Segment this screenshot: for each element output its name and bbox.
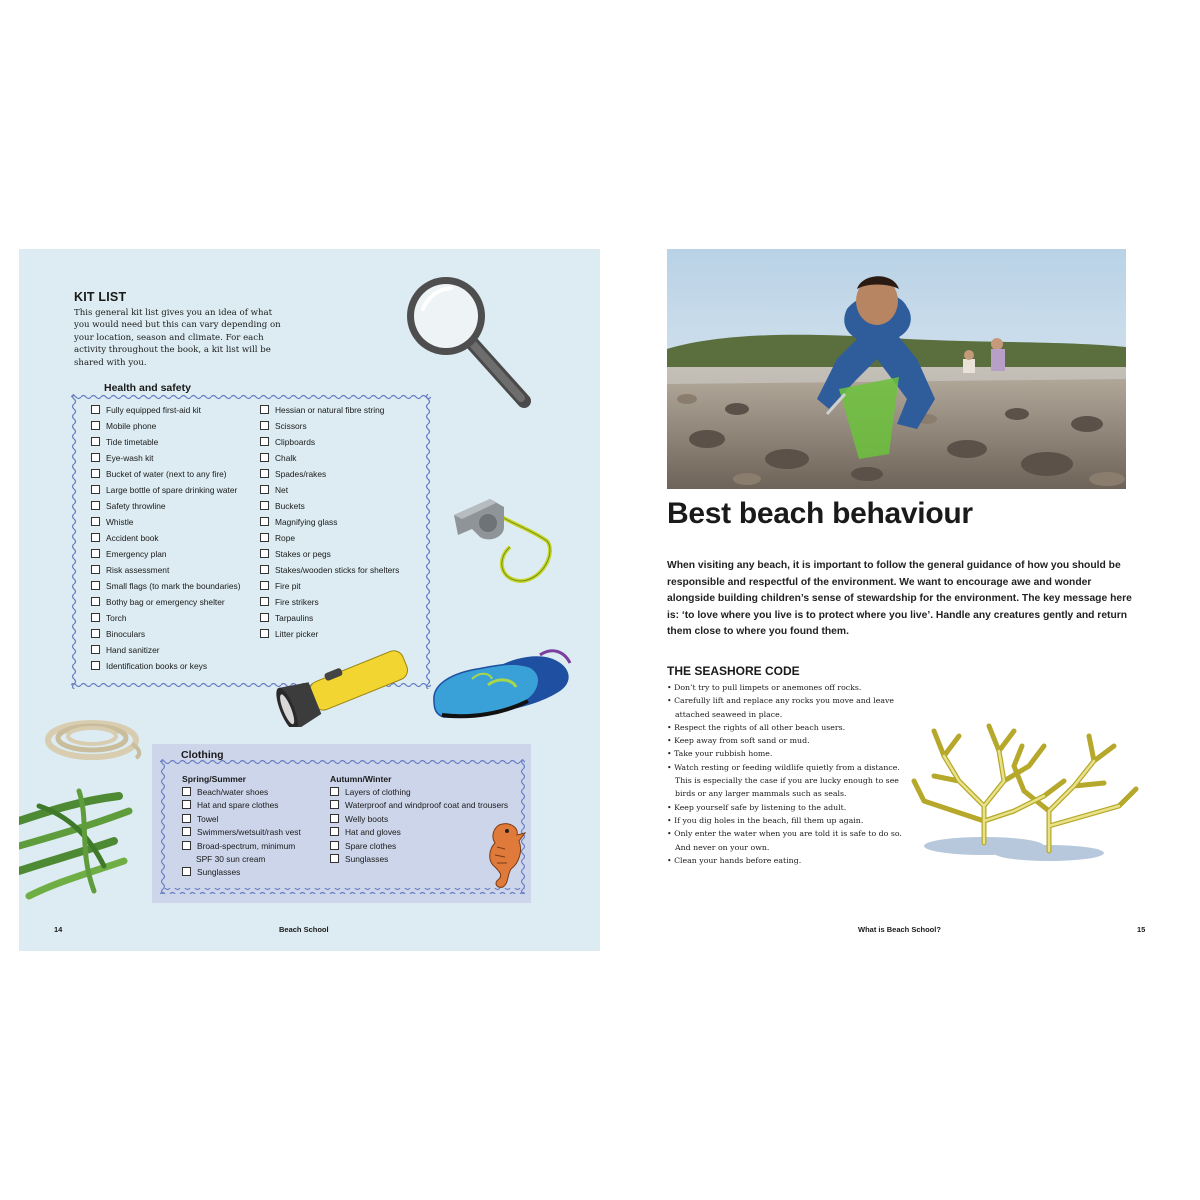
checkbox[interactable] [91,421,100,430]
spring-summer-list [182,786,301,880]
checkbox[interactable] [182,787,191,796]
beach-photo [667,249,1126,489]
checkbox[interactable] [330,814,339,823]
checklist-item[interactable]: Fire pit [260,578,399,594]
checklist-item[interactable]: Clipboards [260,434,399,450]
checkbox[interactable] [260,565,269,574]
checklist-item[interactable]: Beach/water shoes [182,786,301,799]
list-item: • Take your rubbish home. [667,749,773,759]
checkbox[interactable] [330,827,339,836]
checklist-item[interactable]: Emergency plan [91,546,241,562]
checkbox[interactable] [260,613,269,622]
page-number-right: 15 [1137,925,1146,934]
checkbox[interactable] [91,661,100,670]
checklist-item[interactable]: Litter picker [260,626,399,642]
checkbox[interactable] [330,800,339,809]
checklist-item[interactable]: Layers of clothing [330,786,508,799]
checklist-item[interactable]: Rope [260,530,399,546]
checkbox[interactable] [91,485,100,494]
checklist-item[interactable]: Sunglasses [330,853,508,866]
checklist-item[interactable]: Safety throwline [91,498,241,514]
checklist-item[interactable]: Mobile phone [91,418,241,434]
water-shoe-icon [432,641,582,731]
checklist-item[interactable]: Fully equipped first-aid kit [91,402,241,418]
seashore-code-title: THE SEASHORE CODE [667,664,800,678]
checklist-item[interactable]: Eye-wash kit [91,450,241,466]
checkbox[interactable] [182,827,191,836]
page-title: Best beach behaviour [667,497,973,530]
clothing-title: Clothing [181,749,224,761]
checkbox[interactable] [91,629,100,638]
running-title-left: Beach School [279,925,329,934]
checklist-item[interactable]: Buckets [260,498,399,514]
checkbox[interactable] [91,565,100,574]
checkbox[interactable] [91,437,100,446]
checklist-item[interactable]: Net [260,482,399,498]
checkbox[interactable] [182,800,191,809]
checkbox[interactable] [91,453,100,462]
list-item: • Watch resting or feeding wildlife quietly from a distance. This is especially the case if you are lucky enough to see birds or any larger mammals such as seals. [667,762,900,799]
list-item: • Don’t try to pull limpets or anemones off rocks. [667,683,862,692]
checkbox[interactable] [91,501,100,510]
checklist-item[interactable]: Torch [91,610,241,626]
checklist-item[interactable]: Chalk [260,450,399,466]
list-item: • Respect the rights of all other beach users. [667,722,846,732]
checkbox[interactable] [260,469,269,478]
checklist-item[interactable]: Hessian or natural fibre string [260,402,399,418]
checkbox[interactable] [260,549,269,558]
list-item: • Clean your hands before eating. [667,855,802,865]
checklist-item[interactable]: Towel [182,813,301,826]
checkbox[interactable] [260,581,269,590]
spring-summer-heading: Spring/Summer [182,774,246,784]
checkbox[interactable] [260,453,269,462]
coral-icon [904,711,1154,863]
checklist-item[interactable]: Small flags (to mark the boundaries) [91,578,241,594]
kit-list-intro: This general kit list gives you an idea of what you would need but this can vary depending on your location, season and climate. For each activity throughout the book, a kit list will be shared with you. [74,308,281,368]
health-safety-title: Health and safety [101,382,194,394]
right-page [600,249,1181,951]
seaweed-icon [19,781,139,906]
checklist-item[interactable]: Stakes/wooden sticks for shelters [260,562,399,578]
checklist-item[interactable]: Broad-spectrum, minimum [182,840,301,853]
list-item: • Keep away from soft sand or mud. [667,736,810,746]
rope-icon [44,714,144,764]
checkbox[interactable] [91,597,100,606]
checklist-item-continuation: SPF 30 sun cream [196,854,266,865]
checkbox[interactable] [91,581,100,590]
checklist-item[interactable]: Swimmers/wetsuit/rash vest [182,826,301,839]
checkbox[interactable] [91,517,100,526]
checklist-item[interactable]: Bucket of water (next to any fire) [91,466,241,482]
list-item: • Only enter the water when you are told it is safe to do so. And never on your own. [667,829,902,852]
checklist-item[interactable]: Tarpaulins [260,610,399,626]
whistle-icon [452,489,562,587]
checkbox[interactable] [260,437,269,446]
checkbox[interactable] [182,814,191,823]
checkbox[interactable] [260,485,269,494]
checklist-item[interactable]: Whistle [91,514,241,530]
seashore-code-list [667,681,907,867]
magnifying-glass-icon [401,274,536,414]
page-number-left: 14 [54,925,63,934]
kit-list-title: KIT LIST [74,290,127,304]
checklist-item[interactable]: Binoculars [91,626,241,642]
checklist-item[interactable]: Scissors [260,418,399,434]
checkbox[interactable] [182,841,191,850]
health-safety-list-2 [260,402,399,642]
checkbox[interactable] [260,517,269,526]
seahorse-icon [479,819,529,891]
checkbox[interactable] [330,787,339,796]
list-item: • Keep yourself safe by listening to the adult. [667,802,847,812]
checkbox[interactable] [91,549,100,558]
checklist-item[interactable]: Tide timetable [91,434,241,450]
checkbox[interactable] [91,613,100,622]
health-safety-list-1 [91,402,241,674]
checkbox[interactable] [260,597,269,606]
checklist-item[interactable]: Sunglasses [182,866,301,879]
running-title-right: What is Beach School? [858,925,941,934]
checkbox[interactable] [260,533,269,542]
checkbox[interactable] [91,405,100,414]
left-page [19,249,600,951]
list-item: • If you dig holes in the beach, fill them up again. [667,815,864,825]
checklist-item[interactable]: Hand sanitizer [91,642,241,658]
checklist-item[interactable]: Bothy bag or emergency shelter [91,594,241,610]
checkbox[interactable] [260,501,269,510]
checklist-item[interactable]: Accident book [91,530,241,546]
checklist-item[interactable]: Hat and gloves [330,826,508,839]
checklist-item[interactable]: Spare clothes [330,840,508,853]
checklist-item[interactable]: Risk assessment [91,562,241,578]
list-item: • Carefully lift and replace any rocks you move and leave attached seaweed in place. [667,696,895,719]
checklist-item[interactable]: Hat and spare clothes [182,799,301,812]
checkbox[interactable] [91,469,100,478]
checkbox[interactable] [330,854,339,863]
checkbox[interactable] [182,867,191,876]
checkbox[interactable] [260,405,269,414]
checklist-item[interactable]: Fire strikers [260,594,399,610]
checklist-item[interactable]: Welly boots [330,813,508,826]
autumn-winter-heading: Autumn/Winter [330,774,392,784]
torch-icon [275,647,415,727]
checklist-item[interactable]: Stakes or pegs [260,546,399,562]
checklist-item[interactable]: Spades/rakes [260,466,399,482]
checkbox[interactable] [260,629,269,638]
checklist-item[interactable]: Magnifying glass [260,514,399,530]
intro-paragraph: When visiting any beach, it is important to follow the general guidance of how you should be responsible and respectful of the environment. We want to encourage awe and wonder alongside building children’s sense of stewardship for the environment. The key message here is: ‘to love where you live is to protect where you live’. Handle any creatures gently and return them close to where you found them. [667,560,1132,637]
checklist-item[interactable]: Large bottle of spare drinking water [91,482,241,498]
checklist-item[interactable]: Waterproof and windproof coat and trousers [330,799,508,812]
checkbox[interactable] [260,421,269,430]
checkbox[interactable] [330,841,339,850]
checkbox[interactable] [91,645,100,654]
checkbox[interactable] [91,533,100,542]
checklist-item[interactable]: Identification books or keys [91,658,241,674]
